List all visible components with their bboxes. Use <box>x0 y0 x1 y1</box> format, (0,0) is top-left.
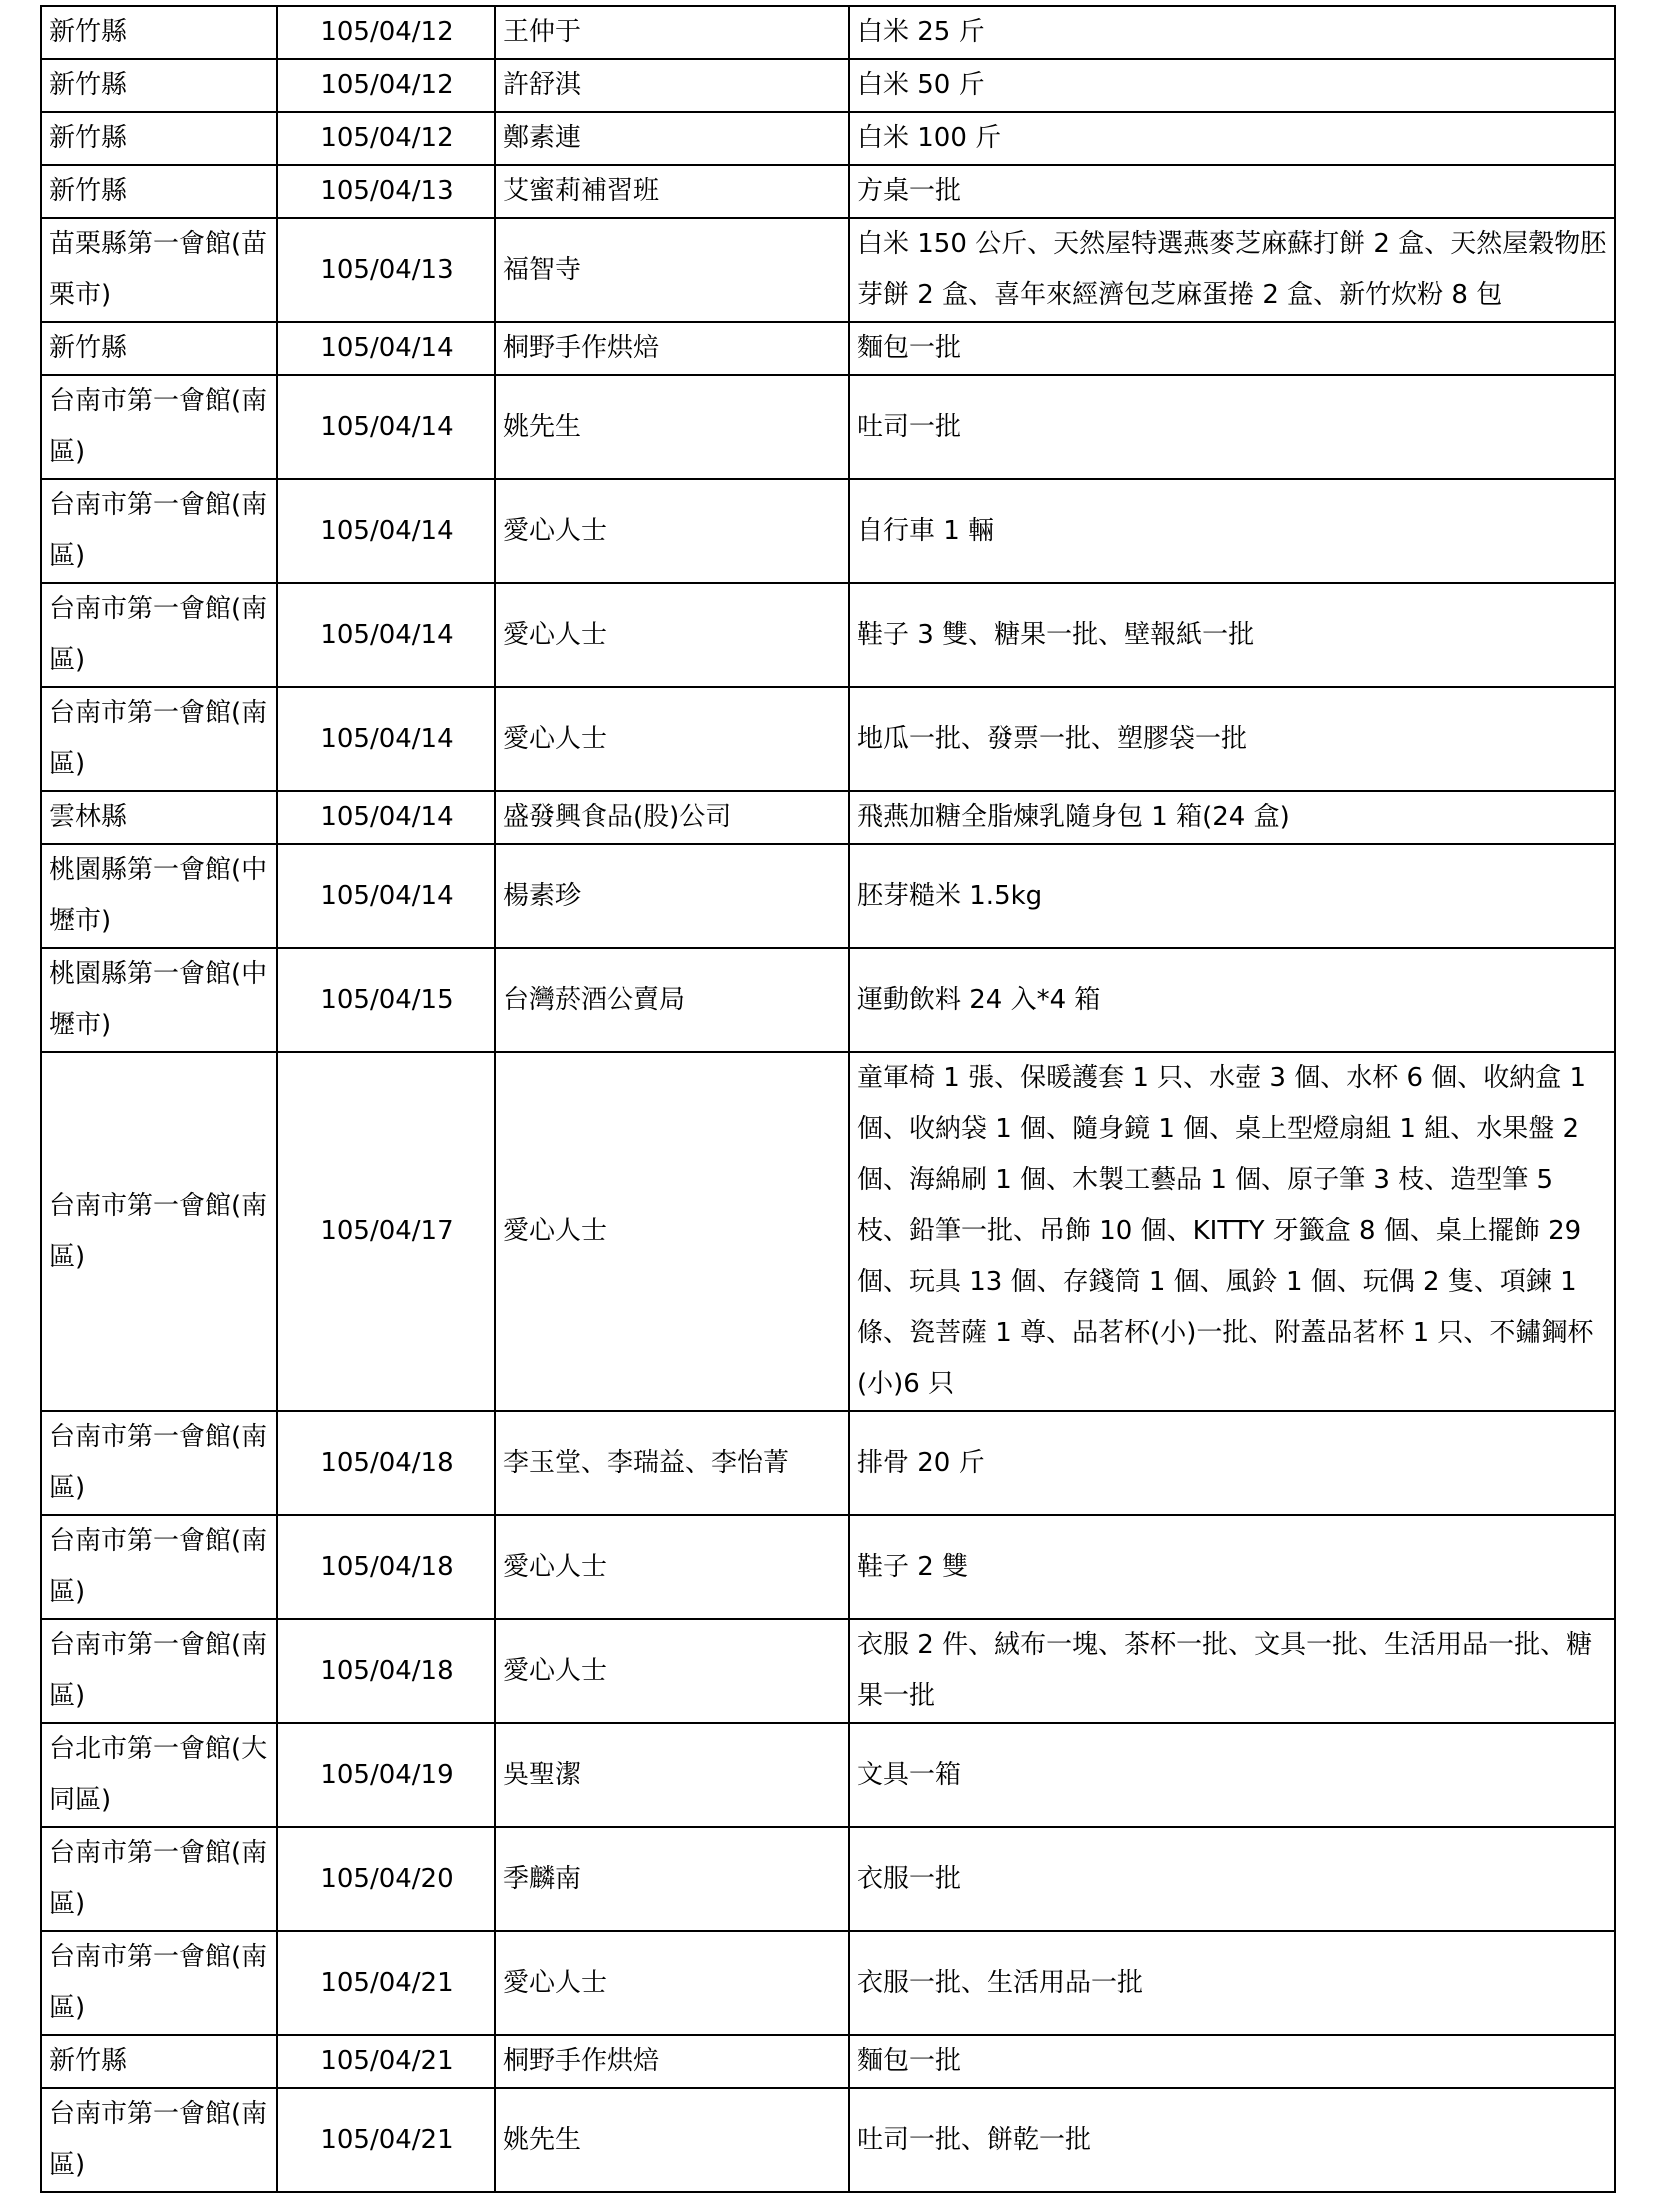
date-cell: 105/04/13 <box>277 218 495 322</box>
items-cell: 吐司一批、餅乾一批 <box>849 2088 1615 2192</box>
location-cell: 桃園縣第一會館(中壢市) <box>41 844 277 948</box>
items-cell: 排骨 20 斤 <box>849 1411 1615 1515</box>
donor-cell: 愛心人士 <box>495 1052 849 1411</box>
donor-cell: 姚先生 <box>495 2088 849 2192</box>
location-cell: 台南市第一會館(南區) <box>41 1931 277 2035</box>
donor-cell: 楊素珍 <box>495 844 849 948</box>
table-row <box>41 687 1615 791</box>
items-cell: 自行車 1 輛 <box>849 479 1615 583</box>
date-cell: 105/04/14 <box>277 583 495 687</box>
table-row <box>41 1827 1615 1931</box>
items-cell: 運動飲料 24 入*4 箱 <box>849 948 1615 1052</box>
table-row <box>41 948 1615 1052</box>
items-cell: 白米 150 公斤、天然屋特選燕麥芝麻蘇打餅 2 盒、天然屋穀物胚芽餅 2 盒、喜年來經濟包芝麻蛋捲 2 盒、新竹炊粉 8 包 <box>849 218 1615 322</box>
items-cell: 衣服一批 <box>849 1827 1615 1931</box>
date-cell: 105/04/14 <box>277 322 495 375</box>
date-cell: 105/04/17 <box>277 1052 495 1411</box>
date-cell: 105/04/12 <box>277 6 495 59</box>
items-cell: 衣服一批、生活用品一批 <box>849 1931 1615 2035</box>
location-cell: 台南市第一會館(南區) <box>41 375 277 479</box>
date-cell: 105/04/21 <box>277 2035 495 2088</box>
items-cell: 飛燕加糖全脂煉乳隨身包 1 箱(24 盒) <box>849 791 1615 844</box>
items-cell: 地瓜一批、發票一批、塑膠袋一批 <box>849 687 1615 791</box>
items-cell: 麵包一批 <box>849 322 1615 375</box>
table-row <box>41 1619 1615 1723</box>
location-cell: 台南市第一會館(南區) <box>41 1052 277 1411</box>
donor-cell: 姚先生 <box>495 375 849 479</box>
table-row <box>41 583 1615 687</box>
table-row <box>41 375 1615 479</box>
donor-cell: 愛心人士 <box>495 479 849 583</box>
donor-cell: 桐野手作烘焙 <box>495 2035 849 2088</box>
location-cell: 雲林縣 <box>41 791 277 844</box>
table-row <box>41 2088 1615 2192</box>
donor-cell: 吳聖潔 <box>495 1723 849 1827</box>
location-cell: 新竹縣 <box>41 322 277 375</box>
table-row <box>41 1411 1615 1515</box>
location-cell: 台北市第一會館(大同區) <box>41 1723 277 1827</box>
items-cell: 白米 25 斤 <box>849 6 1615 59</box>
date-cell: 105/04/14 <box>277 844 495 948</box>
donor-cell: 愛心人士 <box>495 687 849 791</box>
date-cell: 105/04/15 <box>277 948 495 1052</box>
donor-cell: 盛發興食品(股)公司 <box>495 791 849 844</box>
location-cell: 新竹縣 <box>41 2035 277 2088</box>
items-cell: 衣服 2 件、絨布一塊、茶杯一批、文具一批、生活用品一批、糖果一批 <box>849 1619 1615 1723</box>
donor-cell: 桐野手作烘焙 <box>495 322 849 375</box>
table-row <box>41 112 1615 165</box>
table-row <box>41 218 1615 322</box>
date-cell: 105/04/14 <box>277 687 495 791</box>
donor-cell: 鄭素連 <box>495 112 849 165</box>
date-cell: 105/04/18 <box>277 1515 495 1619</box>
items-cell: 童軍椅 1 張、保暖護套 1 只、水壺 3 個、水杯 6 個、收納盒 1 個、收納袋 1 個、隨身鏡 1 個、桌上型燈扇組 1 組、水果盤 2 個、海綿刷 1 個、木製工藝品 1 個、原子筆 3 枝、造型筆 5 枝、鉛筆一批、吊飾 10 個、KITTY 牙籤盒 8 個、桌上擺飾 29 個、玩具 13 個、存錢筒 1 個、風鈴 1 個、玩偶 2 隻、項鍊 1 條、瓷菩薩 1 尊、品茗杯(小)一批、附蓋品茗杯 1 只、不鏽鋼杯(小)6 只 <box>849 1052 1615 1411</box>
location-cell: 苗栗縣第一會館(苗栗市) <box>41 218 277 322</box>
table-row <box>41 2035 1615 2088</box>
donor-cell: 愛心人士 <box>495 1515 849 1619</box>
donor-cell: 許舒淇 <box>495 59 849 112</box>
location-cell: 台南市第一會館(南區) <box>41 687 277 791</box>
date-cell: 105/04/18 <box>277 1411 495 1515</box>
items-cell: 胚芽糙米 1.5kg <box>849 844 1615 948</box>
donor-cell: 王仲于 <box>495 6 849 59</box>
location-cell: 台南市第一會館(南區) <box>41 479 277 583</box>
items-cell: 鞋子 3 雙、糖果一批、壁報紙一批 <box>849 583 1615 687</box>
table-row <box>41 1931 1615 2035</box>
items-cell: 鞋子 2 雙 <box>849 1515 1615 1619</box>
location-cell: 台南市第一會館(南區) <box>41 1411 277 1515</box>
location-cell: 新竹縣 <box>41 112 277 165</box>
date-cell: 105/04/20 <box>277 1827 495 1931</box>
table-row <box>41 59 1615 112</box>
table-row <box>41 6 1615 59</box>
items-cell: 白米 50 斤 <box>849 59 1615 112</box>
location-cell: 台南市第一會館(南區) <box>41 1827 277 1931</box>
donor-cell: 季麟南 <box>495 1827 849 1931</box>
donor-cell: 李玉堂、李瑞益、李怡菁 <box>495 1411 849 1515</box>
table-row <box>41 1052 1615 1411</box>
donation-table-body <box>41 6 1615 2192</box>
table-row <box>41 1515 1615 1619</box>
date-cell: 105/04/21 <box>277 1931 495 2035</box>
items-cell: 麵包一批 <box>849 2035 1615 2088</box>
items-cell: 白米 100 斤 <box>849 112 1615 165</box>
date-cell: 105/04/14 <box>277 479 495 583</box>
date-cell: 105/04/21 <box>277 2088 495 2192</box>
table-row <box>41 322 1615 375</box>
donor-cell: 福智寺 <box>495 218 849 322</box>
date-cell: 105/04/12 <box>277 112 495 165</box>
location-cell: 桃園縣第一會館(中壢市) <box>41 948 277 1052</box>
items-cell: 方桌一批 <box>849 165 1615 218</box>
donor-cell: 艾蜜莉補習班 <box>495 165 849 218</box>
table-row <box>41 479 1615 583</box>
location-cell: 新竹縣 <box>41 165 277 218</box>
table-row <box>41 165 1615 218</box>
date-cell: 105/04/19 <box>277 1723 495 1827</box>
donation-table <box>40 5 1616 2193</box>
location-cell: 台南市第一會館(南區) <box>41 1619 277 1723</box>
date-cell: 105/04/14 <box>277 375 495 479</box>
donor-cell: 愛心人士 <box>495 1931 849 2035</box>
table-row <box>41 844 1615 948</box>
table-row <box>41 1723 1615 1827</box>
location-cell: 新竹縣 <box>41 59 277 112</box>
location-cell: 新竹縣 <box>41 6 277 59</box>
location-cell: 台南市第一會館(南區) <box>41 583 277 687</box>
donor-cell: 愛心人士 <box>495 583 849 687</box>
date-cell: 105/04/12 <box>277 59 495 112</box>
date-cell: 105/04/18 <box>277 1619 495 1723</box>
donor-cell: 台灣菸酒公賣局 <box>495 948 849 1052</box>
location-cell: 台南市第一會館(南區) <box>41 2088 277 2192</box>
items-cell: 吐司一批 <box>849 375 1615 479</box>
date-cell: 105/04/14 <box>277 791 495 844</box>
items-cell: 文具一箱 <box>849 1723 1615 1827</box>
table-row <box>41 791 1615 844</box>
location-cell: 台南市第一會館(南區) <box>41 1515 277 1619</box>
donor-cell: 愛心人士 <box>495 1619 849 1723</box>
date-cell: 105/04/13 <box>277 165 495 218</box>
